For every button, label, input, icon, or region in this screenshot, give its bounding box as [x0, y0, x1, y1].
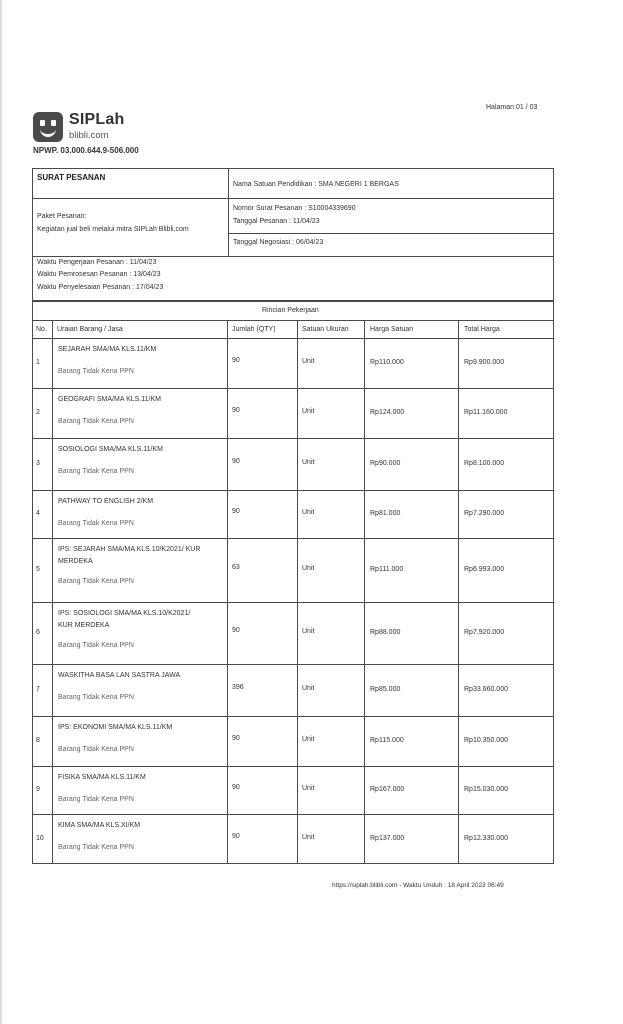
item-price: Rp88.000	[370, 629, 401, 636]
tanggal-negosiasi: Tanggal Negosiasi : 06/04/23	[233, 239, 324, 246]
row-divider	[32, 664, 554, 665]
logo-name: SIPLah	[69, 111, 125, 128]
item-unit: Unit	[302, 785, 315, 792]
item-name: IPS: EKONOMI SMA/MA KLS.11/KM	[58, 724, 173, 731]
row-divider	[32, 814, 554, 815]
item-total: Rp33.660.000	[464, 686, 508, 693]
item-price: Rp90.000	[370, 460, 401, 467]
row-no: 3	[36, 460, 40, 467]
row-divider	[32, 602, 554, 603]
item-name: FISIKA SMA/MA KLS.11/KM	[58, 774, 146, 781]
row-no: 2	[36, 409, 40, 416]
row-divider	[32, 438, 554, 439]
item-qty: 90	[232, 735, 240, 742]
tax-note: Barang Tidak Kena PPN	[58, 746, 134, 753]
scan-edge	[0, 0, 2, 1024]
row-divider	[32, 388, 554, 389]
item-price: Rp110.000	[370, 359, 404, 366]
tax-note: Barang Tidak Kena PPN	[58, 520, 134, 527]
document-title: SURAT PESANAN	[37, 173, 106, 182]
item-name: PATHWAY TO ENGLISH 2/KM	[58, 498, 154, 505]
item-name: IPS: SOSIOLOGI SMA/MA KLS.10/K2021/	[58, 610, 191, 617]
item-qty: 90	[232, 784, 240, 791]
item-total: Rp15.030.000	[464, 786, 508, 793]
item-unit: Unit	[302, 834, 315, 841]
row-divider	[32, 766, 554, 767]
item-name: GEOGRAFI SMA/MA KLS.11/KM	[58, 396, 161, 403]
item-price: Rp81.000	[370, 510, 401, 517]
item-total: Rp10.350.000	[464, 737, 508, 744]
item-unit: Unit	[302, 459, 315, 466]
item-name-cont: KUR MERDEKA	[58, 622, 110, 629]
row-divider	[32, 490, 554, 491]
item-qty: 90	[232, 407, 240, 414]
item-price: Rp115.000	[370, 737, 404, 744]
item-unit: Unit	[302, 358, 315, 365]
waktu-pemrosesan: Waktu Pemrosesan Pesanan : 13/04/23	[37, 271, 161, 278]
item-price: Rp137.000	[370, 835, 405, 842]
row-no: 1	[36, 359, 40, 366]
npwp: NPWP. 03.000.644.9-506.000	[33, 146, 139, 155]
col-header-uraian: Uraian Barang / Jasa	[57, 326, 123, 333]
tax-note: Barang Tidak Kena PPN	[58, 368, 134, 375]
siplah-logo-icon	[33, 112, 63, 142]
waktu-penyelesaian: Waktu Penyelesaian Pesanan : 17/04/23	[37, 284, 164, 291]
item-qty: 90	[232, 833, 240, 840]
item-name: IPS: SEJARAH SMA/MA KLS.10/K2021/ KUR	[58, 546, 201, 553]
row-no: 6	[36, 629, 40, 636]
item-name-cont: MERDEKA	[58, 558, 93, 565]
item-qty: 90	[232, 508, 240, 515]
row-no: 4	[36, 510, 40, 517]
col-header-jumlah: Jumlah (QTY)	[232, 326, 276, 333]
paket-value: Kegiatan jual beli melalui mitra SIPLah Blibli.com	[37, 226, 189, 233]
item-qty: 396	[232, 684, 244, 691]
item-name: WASKITHA BASA LAN SASTRA JAWA	[58, 672, 181, 679]
item-price: Rp85.000	[370, 686, 401, 693]
item-unit: Unit	[302, 565, 315, 572]
row-no: 7	[36, 686, 40, 693]
item-unit: Unit	[302, 736, 315, 743]
logo-subtitle: blibli.com	[69, 130, 109, 141]
item-price: Rp167.000	[370, 786, 405, 793]
row-no: 10	[36, 835, 44, 842]
col-header-no: No.	[36, 326, 47, 333]
item-qty: 90	[232, 627, 240, 634]
item-unit: Unit	[302, 628, 315, 635]
tax-note: Barang Tidak Kena PPN	[58, 468, 134, 475]
tanggal-pesanan: Tanggal Pesanan : 11/04/23	[233, 218, 320, 225]
item-unit: Unit	[302, 408, 315, 415]
download-footer: https://siplah.blibli.com - Waktu Unduh : 18 April 2023 06:49	[332, 882, 504, 889]
tax-note: Barang Tidak Kena PPN	[58, 418, 134, 425]
tax-note: Barang Tidak Kena PPN	[58, 578, 134, 585]
item-total: Rp8.100.000	[464, 460, 505, 467]
item-qty: 63	[232, 564, 240, 571]
rincian-title: Rincian Pekerjaan	[262, 307, 319, 314]
col-header-satuan: Satuan Ukuran	[302, 326, 349, 333]
item-total: Rp11.160.000	[464, 409, 508, 416]
row-divider	[32, 716, 554, 717]
item-unit: Unit	[302, 509, 315, 516]
tax-note: Barang Tidak Kena PPN	[58, 694, 134, 701]
item-price: Rp111.000	[370, 566, 404, 573]
item-total: Rp9.900.000	[464, 359, 505, 366]
paket-label: Paket Pesanan:	[37, 213, 87, 220]
item-total: Rp7.290.000	[464, 510, 505, 517]
tax-note: Barang Tidak Kena PPN	[58, 796, 134, 803]
nomor-surat: Nomor Surat Pesanan : S10004339690	[233, 205, 356, 212]
row-no: 5	[36, 566, 40, 573]
item-name: KIMA SMA/MA KLS.XI/KM	[58, 822, 141, 829]
item-total: Rp6.993.000	[464, 566, 505, 573]
page-number: Halaman 01 / 03	[486, 104, 538, 111]
item-name: SOSIOLOGI SMA/MA KLS.11/KM	[58, 446, 163, 453]
col-header-total: Total Harga	[464, 326, 500, 333]
col-header-harga: Harga Satuan	[370, 326, 414, 333]
item-unit: Unit	[302, 685, 315, 692]
item-qty: 90	[232, 458, 240, 465]
item-name: SEJARAH SMA/MA KLS.11/KM	[58, 346, 157, 353]
item-qty: 90	[232, 357, 240, 364]
item-price: Rp124.000	[370, 409, 405, 416]
item-total: Rp7.920.000	[464, 629, 505, 636]
satuan-pendidikan: Nama Satuan Pendidikan : SMA NEGERI 1 BERGAS	[233, 181, 399, 188]
waktu-pengerjaan: Waktu Pengerjaan Pesanan : 11/04/23	[37, 259, 157, 266]
row-no: 9	[36, 786, 40, 793]
tax-note: Barang Tidak Kena PPN	[58, 642, 134, 649]
tax-note: Barang Tidak Kena PPN	[58, 844, 134, 851]
row-divider	[32, 538, 554, 539]
item-total: Rp12.330.000	[464, 835, 508, 842]
row-no: 8	[36, 737, 40, 744]
